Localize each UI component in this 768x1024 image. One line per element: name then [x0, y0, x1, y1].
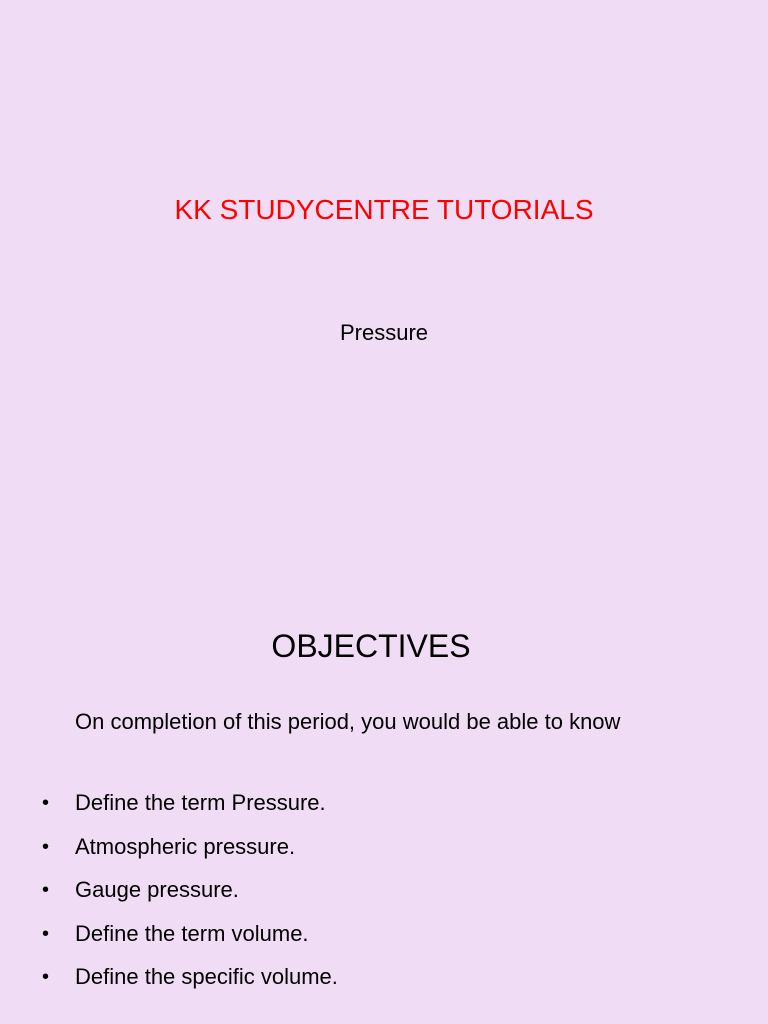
bullet-dot-icon: •	[42, 879, 50, 901]
slide-subtitle: Pressure	[339, 320, 429, 345]
objectives-intro: On completion of this period, you would be able to know	[75, 709, 621, 734]
list-item-text: Atmospheric pressure.	[75, 833, 296, 859]
list-item-text: Gauge pressure.	[75, 877, 239, 902]
bullet-dot-icon: •	[42, 966, 50, 988]
list-item-text: Define the term volume.	[75, 920, 309, 946]
list-item-text: Define the term Pressure.	[75, 790, 326, 815]
objectives-heading: OBJECTIVES	[271, 628, 471, 664]
bullet-dot-icon: •	[42, 792, 50, 814]
bullet-dot-icon: •	[42, 835, 50, 858]
bullet-dot-icon: •	[42, 922, 50, 945]
list-item-text: Define the specific volume.	[75, 964, 338, 989]
slide-title: KK STUDYCENTRE TUTORIALS	[174, 194, 594, 225]
